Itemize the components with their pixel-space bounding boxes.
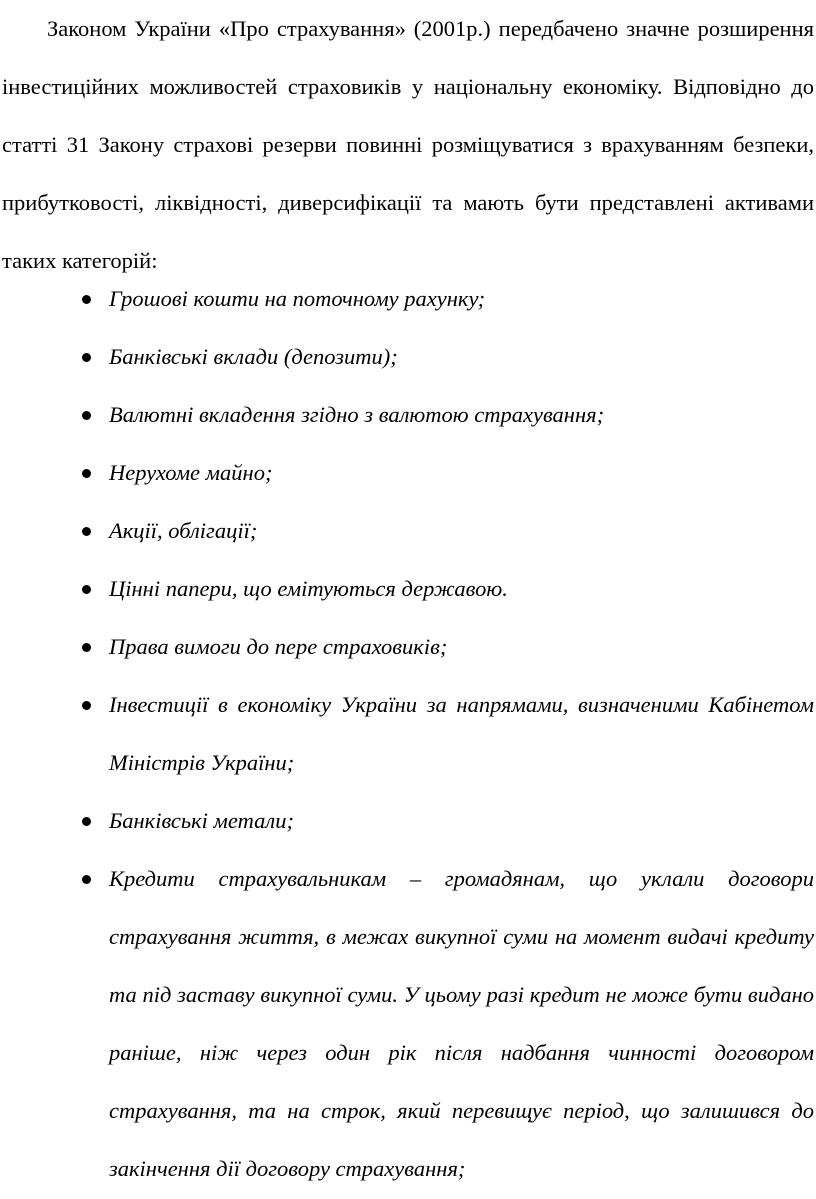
list-item-text: Права вимоги до пере страховиків;	[109, 634, 448, 659]
list-item-text: Цінні папери, що емітуються державою.	[109, 576, 508, 601]
bullet-icon	[82, 643, 91, 652]
list-item	[0, 502, 814, 560]
list-item-text: Кредити страхувальникам – громадянам, що уклали договори страхування життя, в межах викупної суми на момент видачі кредиту та під заставу викупної суми. У цьому разі кредит не може бути видано раніше, ніж через один рік після надбання чинності договором страхування, та на строк, який перевищує період, що залишився до закінчення дії договору страхування;	[109, 866, 814, 1181]
list-item-text: Грошові кошти на поточному рахунку;	[109, 286, 486, 311]
list-item	[0, 676, 814, 792]
list-item-text: Нерухоме майно;	[109, 460, 273, 485]
list-item-text: Банківські вклади (депозити);	[109, 344, 398, 369]
list-item-text: Інвестиції в економіку України за напрямами, визначеними Кабінетом Міністрів України;	[109, 692, 814, 775]
bullet-icon	[82, 875, 91, 884]
intro-paragraph: Законом України «Про страхування» (2001р.) передбачено значне розширення інвестиційних можливостей страховиків у національну економіку. Відповідно до статті 31 Закону страхові резерви повинні розміщуватися з врахуванням безпеки, прибутковості, ліквідності, диверсифікації та мають бути представлені активами таких категорій:	[2, 16, 814, 273]
bullet-icon	[82, 411, 91, 420]
list-item	[0, 560, 814, 618]
bullet-icon	[82, 295, 91, 304]
bullet-icon	[82, 817, 91, 826]
list-item	[0, 328, 814, 386]
list-item	[0, 618, 814, 676]
list-item	[0, 270, 814, 328]
list-item	[0, 444, 814, 502]
list-item-text: Банківські метали;	[109, 808, 294, 833]
bullet-icon	[82, 701, 91, 710]
list-item-text: Акції, облігації;	[109, 518, 258, 543]
asset-category-list	[0, 270, 816, 1198]
bullet-icon	[82, 585, 91, 594]
list-item-text: Валютні вкладення згідно з валютою страхування;	[109, 402, 605, 427]
bullet-icon	[82, 527, 91, 536]
list-item	[0, 386, 814, 444]
list-item	[0, 850, 814, 1198]
bullet-icon	[82, 353, 91, 362]
bullet-icon	[82, 469, 91, 478]
list-item	[0, 792, 814, 850]
